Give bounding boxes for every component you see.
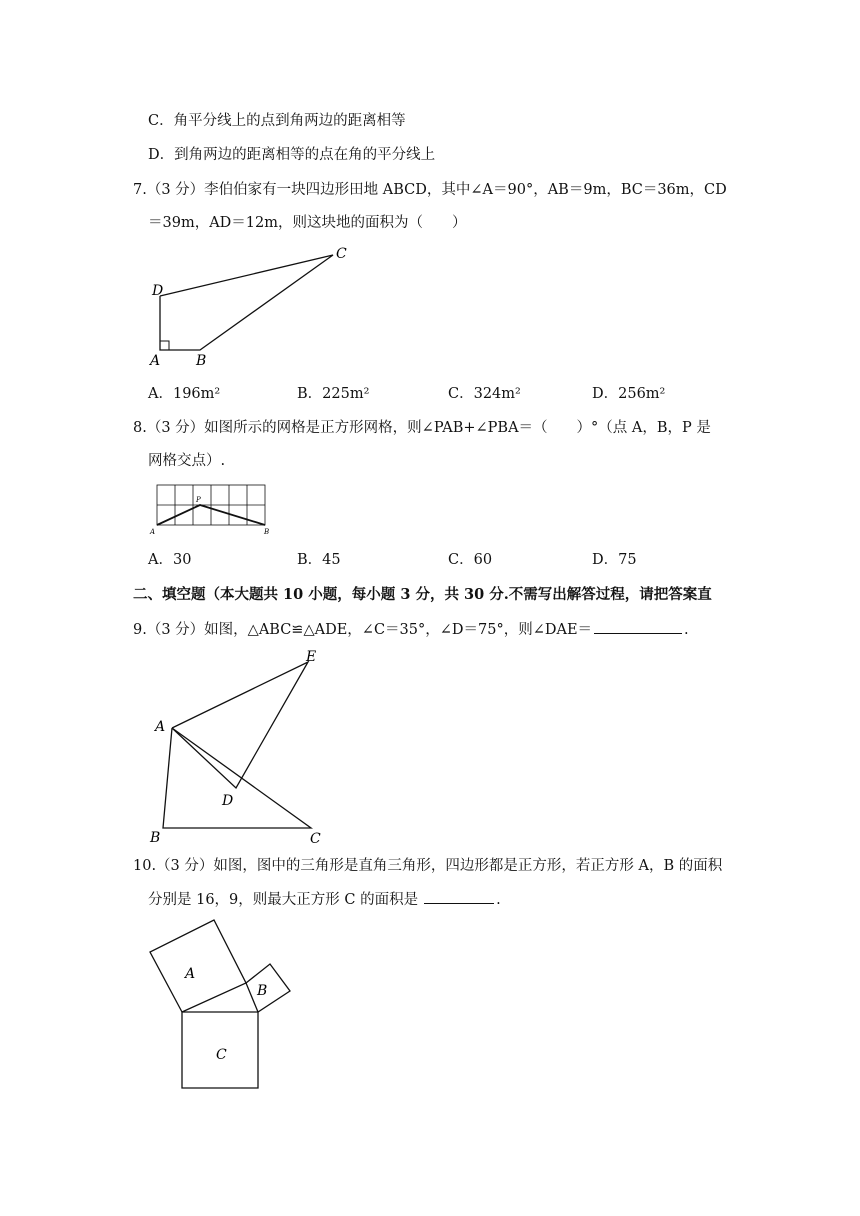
q10-label-c: C xyxy=(216,1047,227,1063)
q7-option-a: A．196m² xyxy=(148,386,221,402)
q7-option-c: C．324m² xyxy=(448,386,521,402)
q8-option-d: D．75 xyxy=(592,552,637,568)
q9-label-d: D xyxy=(222,793,234,809)
section2-heading: 二、填空题（本大题共 10 小题，每小题 3 分，共 30 分.不需写出解答过程，请把答案直 xyxy=(133,586,712,603)
q8-text-line2: 网格交点）. xyxy=(148,453,226,469)
q7-text-line1: 7.（3 分）李伯伯家有一块四边形田地 ABCD，其中∠A＝90°，AB＝9m，BC＝36m，CD xyxy=(133,182,727,198)
q10-text-line2 xyxy=(148,889,501,910)
q10-squares-figure xyxy=(140,915,310,1095)
q8-grid-lines xyxy=(157,485,265,525)
q7-text-line2: ＝39m，AD＝12m，则这块地的面积为（ ） xyxy=(148,215,467,231)
q9-triangle-ade xyxy=(172,662,308,788)
q10-text: 分别是 16，9，则最大正方形 C 的面积是 xyxy=(148,892,419,908)
q10-label-b: B xyxy=(257,983,268,999)
q8-grid-figure xyxy=(146,478,276,538)
q9-triangle-abc xyxy=(163,728,311,828)
q8-option-b: B．45 xyxy=(297,552,341,568)
q10-label-a: A xyxy=(185,966,196,982)
q9-text: 9.（3 分）如图，△ABC≌△ADE，∠C＝35°，∠D＝75°，则∠DAE＝ xyxy=(133,622,593,638)
q10-answer-blank[interactable] xyxy=(424,889,494,904)
q9-text-line xyxy=(133,619,689,640)
q7-label-b: B xyxy=(196,353,207,369)
q9-label-b: B xyxy=(150,830,161,846)
q10-text-line1: 10.（3 分）如图，图中的三角形是直角三角形，四边形都是正方形，若正方形 A，B 的面积 xyxy=(133,858,723,874)
q7-right-angle-mark xyxy=(160,341,169,350)
q8-label-b: B xyxy=(264,528,270,536)
q6-option-d: D．到角两边的距离相等的点在角的平分线上 xyxy=(148,147,436,163)
q7-quadrilateral-figure xyxy=(140,240,360,370)
q7-option-b: B．225m² xyxy=(297,386,370,402)
q10-square-b xyxy=(246,964,290,1012)
q7-option-d: D．256m² xyxy=(592,386,666,402)
q9-label-a: A xyxy=(155,719,166,735)
q10-square-a xyxy=(150,920,246,1012)
q9-label-c: C xyxy=(310,831,321,847)
q9-end: . xyxy=(684,622,689,638)
q8-option-c: C．60 xyxy=(448,552,493,568)
q8-label-a: A xyxy=(150,528,156,536)
q7-label-c: C xyxy=(336,246,347,262)
q7-quadrilateral-shape xyxy=(160,255,333,350)
q8-option-a: A．30 xyxy=(148,552,192,568)
q9-triangles-figure xyxy=(140,645,340,850)
q10-end: . xyxy=(496,892,501,908)
q8-label-p: P xyxy=(196,496,201,504)
q9-label-e: E xyxy=(306,649,317,665)
q9-answer-blank[interactable] xyxy=(594,619,682,634)
q7-label-d: D xyxy=(152,283,164,299)
q8-text-line1: 8.（3 分）如图所示的网格是正方形网格，则∠PAB+∠PBA＝（ ）°（点 A，B，P 是 xyxy=(133,420,711,436)
q7-label-a: A xyxy=(150,353,161,369)
q6-option-c: C．角平分线上的点到角两边的距离相等 xyxy=(148,113,406,129)
